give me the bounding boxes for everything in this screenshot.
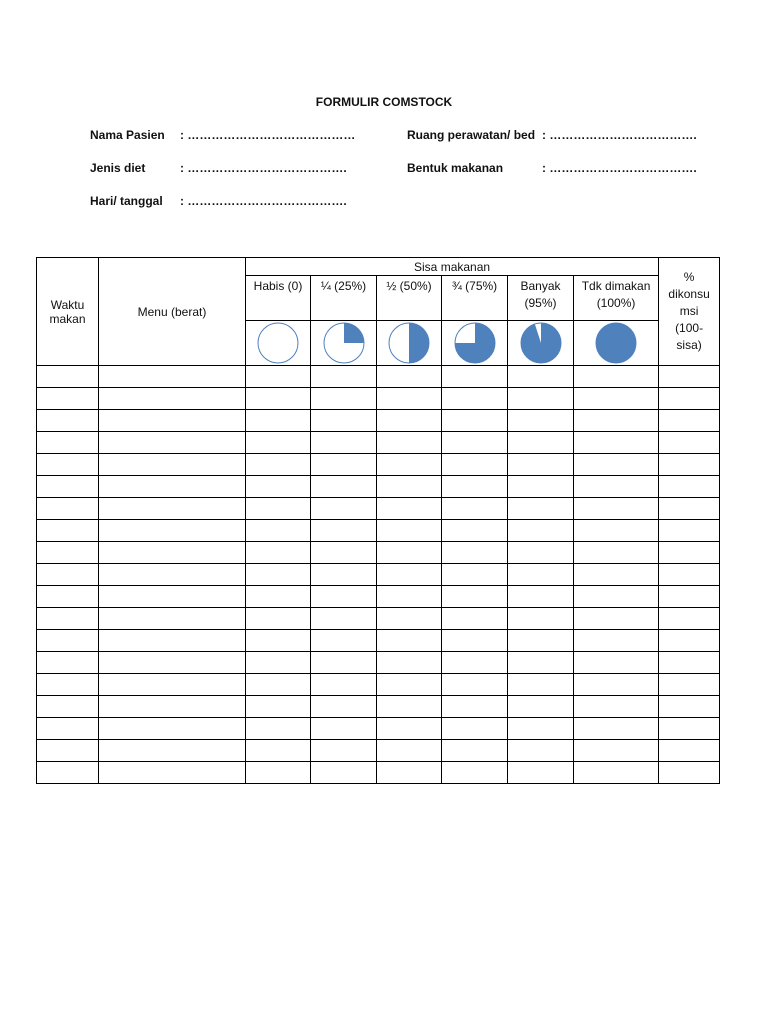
table-cell[interactable] [99,498,246,520]
form-title: FORMULIR COMSTOCK [315,95,453,109]
field-bentuk-makanan-label: Bentuk makanan [407,161,504,175]
table-cell[interactable] [37,718,99,740]
table-cell[interactable] [37,410,99,432]
table-cell[interactable] [246,762,311,784]
table-cell[interactable] [377,454,442,476]
table-cell[interactable] [508,388,574,410]
table-cell[interactable] [246,542,311,564]
table-row [37,564,720,586]
table-cell[interactable] [659,520,720,542]
table-cell[interactable] [659,674,720,696]
table-cell[interactable] [311,608,377,630]
table-cell[interactable] [311,696,377,718]
table-cell[interactable] [377,542,442,564]
table-cell[interactable] [574,542,659,564]
pct-line-2: dikonsu [668,287,710,301]
table-cell[interactable] [377,366,442,388]
table-cell[interactable] [99,388,246,410]
table-cell[interactable] [311,718,377,740]
table-cell[interactable] [442,696,508,718]
table-cell[interactable] [246,476,311,498]
table-cell[interactable] [508,498,574,520]
pie-cell [508,321,574,366]
table-cell[interactable] [246,652,311,674]
table-cell[interactable] [377,388,442,410]
table-cell[interactable] [311,542,377,564]
table-cell[interactable] [37,366,99,388]
table-cell[interactable] [99,740,246,762]
table-cell[interactable] [37,498,99,520]
header-waktu-line2: makan [49,311,86,326]
pie-icon [387,321,431,365]
field-nama-pasien [90,128,356,142]
table-cell[interactable] [508,586,574,608]
table-cell[interactable] [659,388,720,410]
table-cell[interactable] [99,564,246,586]
table-cell[interactable] [246,454,311,476]
table-cell[interactable] [508,718,574,740]
header-banyak [508,276,574,321]
table-cell[interactable] [37,762,99,784]
table-cell[interactable] [508,608,574,630]
table-row [37,718,720,740]
table-row [37,762,720,784]
table-cell[interactable] [99,520,246,542]
table-cell[interactable] [99,630,246,652]
header-menu: Menu (berat) [99,258,246,366]
pie-icon [256,321,300,365]
table-cell[interactable] [311,498,377,520]
header-banyak-label: Banyak [520,279,561,293]
table-cell[interactable] [508,674,574,696]
pie-icon [594,321,638,365]
table-cell[interactable] [442,498,508,520]
table-row [37,740,720,762]
table-cell[interactable] [377,608,442,630]
table-cell[interactable] [442,432,508,454]
table-cell[interactable] [311,740,377,762]
header-half-label: ½ (50%) [386,279,432,293]
table-cell[interactable] [311,432,377,454]
table-row [37,542,720,564]
table-cell[interactable] [99,454,246,476]
pie-outline [596,323,636,363]
table-cell[interactable] [442,674,508,696]
table-cell[interactable] [574,586,659,608]
table-cell[interactable] [246,520,311,542]
table-cell[interactable] [99,608,246,630]
table-cell[interactable] [37,740,99,762]
table-cell[interactable] [659,740,720,762]
table-cell[interactable] [246,564,311,586]
table-cell[interactable] [99,696,246,718]
table-cell[interactable] [377,520,442,542]
table-cell[interactable] [659,542,720,564]
table-cell[interactable] [246,674,311,696]
table-row [37,476,720,498]
table-cell[interactable] [377,696,442,718]
table-cell[interactable] [508,366,574,388]
table-cell[interactable] [99,586,246,608]
table-cell[interactable] [377,762,442,784]
table-cell[interactable] [377,476,442,498]
table-cell[interactable] [659,586,720,608]
table-cell[interactable] [508,542,574,564]
table-cell[interactable] [246,630,311,652]
comstock-table [36,257,720,784]
table-cell[interactable] [311,388,377,410]
table-row [37,366,720,388]
table-row [37,498,720,520]
table-cell[interactable] [659,762,720,784]
table-cell[interactable] [574,718,659,740]
header-sisa-makanan: Sisa makanan [246,258,659,276]
table-cell[interactable] [99,674,246,696]
table-cell[interactable] [442,740,508,762]
pct-line-3: msi [679,304,699,318]
pie-icon [453,321,497,365]
table-cell[interactable] [659,498,720,520]
field-hari-tanggal [90,194,347,208]
table-cell[interactable] [442,476,508,498]
table-row [37,432,720,454]
table-cell[interactable] [659,696,720,718]
table-cell[interactable] [37,432,99,454]
table-cell[interactable] [99,718,246,740]
table-row [37,674,720,696]
table-cell[interactable] [246,718,311,740]
header-waktu-makan [37,258,99,366]
table-cell[interactable] [311,454,377,476]
table-cell[interactable] [377,432,442,454]
table-cell[interactable] [659,432,720,454]
table-cell[interactable] [442,366,508,388]
table-cell[interactable] [311,674,377,696]
table-cell[interactable] [311,762,377,784]
table-cell[interactable] [442,608,508,630]
table-cell[interactable] [574,674,659,696]
header-banyak-sub: (95%) [524,296,557,310]
pie-icon [322,321,366,365]
table-row [37,388,720,410]
field-nama-pasien-value[interactable]: : …………………………………… [180,128,356,142]
table-cell[interactable] [442,586,508,608]
table-cell[interactable] [442,564,508,586]
table-cell[interactable] [508,652,574,674]
table-cell[interactable] [442,542,508,564]
table-cell[interactable] [377,718,442,740]
table-cell[interactable] [574,630,659,652]
table-cell[interactable] [659,652,720,674]
pie-cell [311,321,377,366]
table-cell[interactable] [377,652,442,674]
table-cell[interactable] [311,564,377,586]
table-cell[interactable] [442,454,508,476]
table-cell[interactable] [659,454,720,476]
table-cell[interactable] [377,586,442,608]
table-cell[interactable] [246,586,311,608]
table-cell[interactable] [659,366,720,388]
table-cell[interactable] [37,476,99,498]
pie-cell [377,321,442,366]
pie-icon [519,321,563,365]
table-cell[interactable] [377,410,442,432]
table-cell[interactable] [442,520,508,542]
table-cell[interactable] [659,718,720,740]
table-cell[interactable] [246,388,311,410]
table-cell[interactable] [377,564,442,586]
pie-cell [246,321,311,366]
table-cell[interactable] [377,498,442,520]
table-row [37,608,720,630]
field-ruang [407,128,697,142]
table-cell[interactable] [99,476,246,498]
field-jenis-diet-value[interactable]: : …………………………………. [180,161,347,175]
table-cell[interactable] [659,630,720,652]
table-cell[interactable] [574,520,659,542]
table-cell[interactable] [442,410,508,432]
pie-cell [574,321,659,366]
table-cell[interactable] [508,740,574,762]
table-row [37,696,720,718]
table-row [37,410,720,432]
table-cell[interactable] [246,696,311,718]
table-cell[interactable] [311,520,377,542]
table-cell[interactable] [574,432,659,454]
table-cell[interactable] [659,608,720,630]
table-cell[interactable] [508,564,574,586]
header-tdk-dimakan [574,276,659,321]
table-cell[interactable] [37,674,99,696]
header-tdk-dimakan-label: Tdk dimakan [581,279,651,293]
field-nama-pasien-label: Nama Pasien [90,128,165,142]
table-cell[interactable] [377,630,442,652]
header-tdk-dimakan-sub: (100%) [596,296,636,310]
table-cell[interactable] [574,476,659,498]
table-cell[interactable] [311,410,377,432]
table-cell[interactable] [99,542,246,564]
table-cell[interactable] [574,762,659,784]
pie-slice [409,323,429,363]
header-waktu-line1: Waktu [50,297,85,312]
table-row [37,586,720,608]
table-cell[interactable] [99,366,246,388]
header-pct-dikonsumsi [659,258,720,366]
header-habis [246,276,311,321]
header-quarter [311,276,377,321]
pie-outline [258,323,298,363]
table-cell[interactable] [99,652,246,674]
header-three-quarter [442,276,508,321]
table-cell[interactable] [508,410,574,432]
table-cell[interactable] [311,476,377,498]
table-cell[interactable] [99,410,246,432]
table-row [37,630,720,652]
table-cell[interactable] [37,388,99,410]
pie-slice [344,323,364,343]
table-cell[interactable] [377,740,442,762]
header-habis-label: Habis (0) [253,279,303,293]
table-cell[interactable] [246,498,311,520]
table-cell[interactable] [508,454,574,476]
table-cell[interactable] [574,410,659,432]
table-cell[interactable] [508,476,574,498]
table-row [37,454,720,476]
table-row [37,520,720,542]
table-cell[interactable] [574,366,659,388]
table-cell[interactable] [574,608,659,630]
table-cell[interactable] [311,586,377,608]
table-cell[interactable] [246,740,311,762]
table-cell[interactable] [659,476,720,498]
table-cell[interactable] [37,608,99,630]
field-hari-tanggal-label: Hari/ tanggal [90,194,163,208]
pie-cell [442,321,508,366]
table-cell[interactable] [442,388,508,410]
table-cell[interactable] [508,432,574,454]
pct-line-5: sisa) [676,338,702,352]
pie-slice [521,323,561,363]
header-quarter-label: ¼ (25%) [320,279,367,293]
table-cell[interactable] [574,652,659,674]
table-cell[interactable] [246,608,311,630]
header-half [377,276,442,321]
table-cell[interactable] [311,630,377,652]
table-cell[interactable] [246,410,311,432]
field-bentuk-makanan [407,161,697,175]
table-cell[interactable] [99,432,246,454]
table-cell[interactable] [508,696,574,718]
field-ruang-label: Ruang perawatan/ bed [407,128,536,142]
table-cell[interactable] [246,366,311,388]
table-cell[interactable] [37,564,99,586]
table-cell[interactable] [442,762,508,784]
table-cell[interactable] [574,498,659,520]
table-cell[interactable] [37,586,99,608]
pct-line-4: (100- [675,321,704,335]
table-cell[interactable] [659,410,720,432]
table-cell[interactable] [442,630,508,652]
header-three-quarter-label: ¾ (75%) [451,279,498,293]
table-cell[interactable] [574,696,659,718]
table-cell[interactable] [246,432,311,454]
table-cell[interactable] [574,564,659,586]
table-cell[interactable] [442,652,508,674]
field-jenis-diet-label: Jenis diet [90,161,146,175]
table-cell[interactable] [311,652,377,674]
field-hari-tanggal-value[interactable]: : …………………………………. [180,194,347,208]
table-cell[interactable] [508,762,574,784]
table-row [37,652,720,674]
table-cell[interactable] [37,520,99,542]
table-cell[interactable] [574,740,659,762]
table-cell[interactable] [37,630,99,652]
table-cell[interactable] [37,696,99,718]
pct-line-1: % [683,270,695,284]
field-bentuk-makanan-value[interactable]: : ………………………………. [542,161,697,175]
table-cell[interactable] [377,674,442,696]
table-cell[interactable] [574,388,659,410]
table-cell[interactable] [311,366,377,388]
table-cell[interactable] [99,762,246,784]
table-cell[interactable] [37,454,99,476]
table-cell[interactable] [574,454,659,476]
table-cell[interactable] [37,652,99,674]
field-ruang-value[interactable]: : ………………………………. [542,128,697,142]
table-cell[interactable] [659,564,720,586]
table-cell[interactable] [508,630,574,652]
field-jenis-diet [90,161,347,175]
table-cell[interactable] [508,520,574,542]
table-cell[interactable] [37,542,99,564]
table-cell[interactable] [442,718,508,740]
